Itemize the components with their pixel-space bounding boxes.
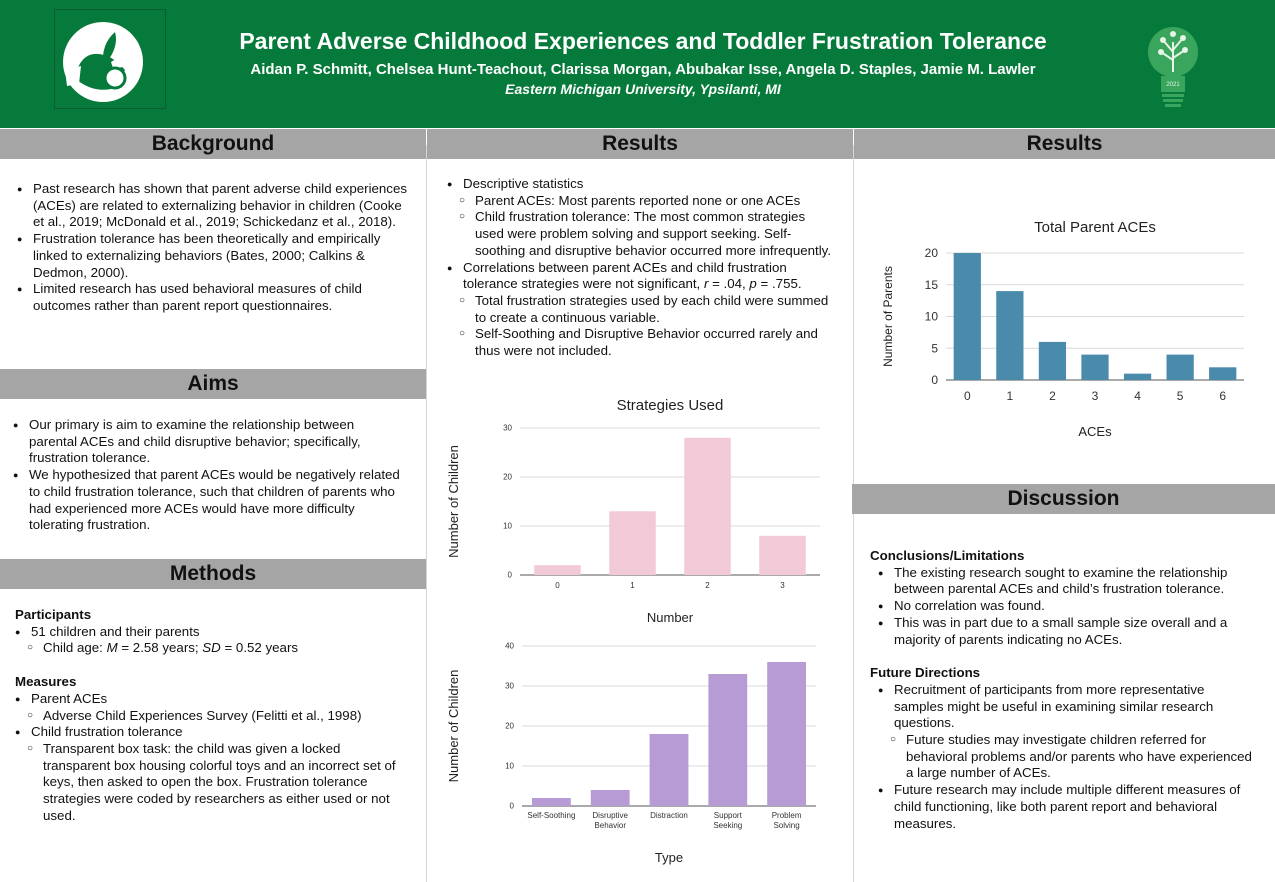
x-tick-label: 2: [705, 581, 710, 590]
section-header-results-right: Results: [854, 129, 1275, 159]
column-divider: [426, 145, 427, 882]
strategy-type-chart: [440, 630, 840, 870]
bar: [759, 536, 806, 575]
methods-text: [15, 607, 410, 824]
x-tick-label: Behavior: [594, 821, 626, 830]
list-item: ○ Child age: M = 2.58 years; SD = 0.52 years: [15, 640, 410, 657]
x-tick-label: 2: [1049, 389, 1056, 403]
list-item: ● Frustration tolerance has been theoretically and empirically linked to externalizing behaviors (Bates, 2000; Calkins & Dedmon, 2000).: [17, 231, 407, 281]
y-tick-label: 5: [931, 341, 938, 356]
list-item: ● This was in part due to a small sample size overall and a majority of parents indicating no ACEs.: [878, 615, 1255, 648]
total-parent-aces-chart: [870, 210, 1260, 450]
x-tick-label: Support: [713, 811, 742, 820]
bar: [591, 790, 630, 806]
y-tick-label: 0: [507, 570, 512, 580]
y-tick-label: 0: [931, 373, 938, 387]
x-axis-label: Number: [646, 610, 694, 625]
strategies-used-chart: [440, 390, 840, 630]
y-tick-label: 20: [505, 721, 514, 731]
x-tick-label: Seeking: [713, 821, 743, 830]
x-tick-label: 0: [555, 581, 560, 590]
list-item: ● We hypothesized that parent ACEs would be negatively related to child frustration tolerance, such that children of parents who had experienced more ACEs would have more difficulty tolerating frustration.: [13, 467, 405, 534]
list-item: ● Future research may include multiple different measures of child functioning, like both parent report and behavioral measures.: [878, 782, 1255, 832]
x-tick-label: Self-Soothing: [527, 811, 576, 820]
x-tick-label: Disruptive: [592, 811, 628, 820]
list-item: ○ Future studies may investigate children referred for behavioral problems and/or parents who have experienced a large number of ACEs.: [878, 732, 1255, 782]
bar: [684, 438, 731, 575]
lightbulb-tree-logo-icon: [1143, 20, 1203, 112]
bar: [767, 662, 806, 806]
background-text: [17, 181, 407, 315]
discussion-text: [870, 548, 1255, 832]
x-tick-label: Problem: [771, 811, 802, 820]
section-header-methods: Methods: [0, 559, 426, 589]
x-tick-label: 1: [1006, 389, 1014, 403]
x-tick-label: 4: [1134, 389, 1141, 403]
list-item: ● Descriptive statistics: [447, 176, 832, 193]
list-item: ● 51 children and their parents: [15, 624, 410, 641]
list-item: ○ Adverse Child Experiences Survey (Felitti et al., 1998): [15, 708, 410, 725]
bar: [532, 798, 571, 806]
measures-heading: Measures: [15, 674, 77, 690]
aims-text: [13, 417, 405, 534]
section-header-discussion: Discussion: [852, 484, 1275, 514]
participants-heading: Participants: [15, 607, 92, 622]
section-header-results: Results: [427, 129, 853, 159]
list-item: ● Past research has shown that parent adverse child experiences (ACEs) are related to externalizing behavior in children (Cooke et al., 2019; McDonald et al., 2019; Schickedanz et al., 2018).: [17, 181, 407, 231]
section-header-background: Background: [0, 129, 426, 159]
list-item: ● Recruitment of participants from more representative samples might be useful in examining similar research questions.: [878, 682, 1255, 732]
list-item: ○ Self-Soothing and Disruptive Behavior occurred rarely and thus were not included.: [447, 326, 832, 359]
bar: [1209, 367, 1236, 380]
list-item: ● Our primary is aim to examine the relationship between parental ACEs and child disruptive behavior; specifically, frustration tolerance.: [13, 417, 405, 467]
list-item: ○ Total frustration strategies used by each child were summed to create a continuous variable.: [447, 293, 832, 326]
x-tick-label: 5: [1176, 389, 1184, 403]
x-axis-label: Type: [654, 850, 684, 865]
list-item: ● Limited research has used behavioral measures of child outcomes rather than parent report questionnaires.: [17, 281, 407, 314]
y-tick-label: 30: [503, 423, 512, 433]
y-tick-label: 20: [924, 246, 938, 260]
list-item: ● No correlation was found.: [878, 598, 1255, 615]
header-banner: [0, 0, 1275, 128]
y-tick-label: 15: [924, 277, 938, 292]
bar: [708, 674, 747, 806]
bar: [650, 734, 689, 806]
y-tick-label: 10: [503, 521, 512, 531]
x-tick-label: 3: [780, 581, 785, 590]
x-tick-label: 1: [630, 581, 635, 590]
y-tick-label: 10: [505, 761, 514, 771]
y-axis-label: Number of Children: [446, 445, 461, 558]
y-axis-label: Number of Children: [446, 669, 461, 783]
list-item: ● Correlations between parent ACEs and child frustration tolerance strategies were not significant, r = .04, p = .755.: [447, 260, 832, 293]
y-tick-label: 20: [503, 472, 512, 482]
x-tick-label: Distraction: [650, 811, 688, 820]
author-list: Aidan P. Schmitt, Chelsea Hunt-Teachout, Clarissa Morgan, Abubakar Isse, Angela D. Staples, Jamie M. Lawler: [250, 61, 1036, 78]
y-tick-label: 30: [505, 681, 514, 691]
bar: [534, 565, 581, 575]
y-tick-label: 40: [505, 641, 514, 651]
list-item: ● Child frustration tolerance: [15, 724, 410, 741]
bar: [996, 291, 1023, 380]
y-tick-label: 10: [924, 309, 938, 324]
bar: [1124, 374, 1151, 380]
x-tick-label: Solving: [773, 821, 800, 830]
list-item: ● The existing research sought to examine the relationship between parental ACEs and child’s frustration tolerance.: [878, 565, 1255, 598]
list-item: ○ Parent ACEs: Most parents reported none or one ACEs: [447, 193, 832, 210]
list-item: ○ Transparent box task: the child was given a locked transparent box housing colorful toys and an incorrect set of keys, then asked to open the box. Frustration tolerance strategies were coded by researchers as either used or not used.: [15, 741, 410, 825]
chart-title: Strategies Used: [616, 397, 724, 414]
bar: [954, 253, 981, 380]
poster-title: Parent Adverse Childhood Experiences and Toddler Frustration Tolerance: [239, 28, 1047, 54]
conclusions-heading: Conclusions/Limitations: [870, 548, 1025, 563]
section-header-aims: Aims: [0, 369, 426, 399]
list-item: ● Parent ACEs: [15, 691, 410, 708]
affiliation: Eastern Michigan University, Ypsilanti, MI: [505, 81, 781, 97]
x-tick-label: 0: [963, 389, 971, 403]
bar: [609, 511, 656, 575]
y-tick-label: 0: [509, 801, 514, 811]
bar: [1039, 342, 1066, 380]
y-axis-label: Number of Parents: [881, 266, 895, 367]
x-axis-label: ACEs: [1078, 424, 1112, 439]
bar: [1167, 355, 1194, 380]
list-item: ○ Child frustration tolerance: The most common strategies used were problem solving and support seeking. Self-soothing and disruptive behavior occurred more infrequently.: [447, 209, 832, 259]
x-tick-label: 3: [1091, 389, 1099, 403]
chart-title: Total Parent ACEs: [1034, 219, 1156, 236]
results-text: [447, 176, 832, 360]
svg-text:2021: 2021: [1166, 82, 1180, 88]
future-directions-heading: Future Directions: [870, 665, 981, 681]
x-tick-label: 6: [1219, 389, 1227, 403]
bar: [1081, 355, 1108, 380]
hands-plant-logo-icon: [54, 9, 166, 109]
